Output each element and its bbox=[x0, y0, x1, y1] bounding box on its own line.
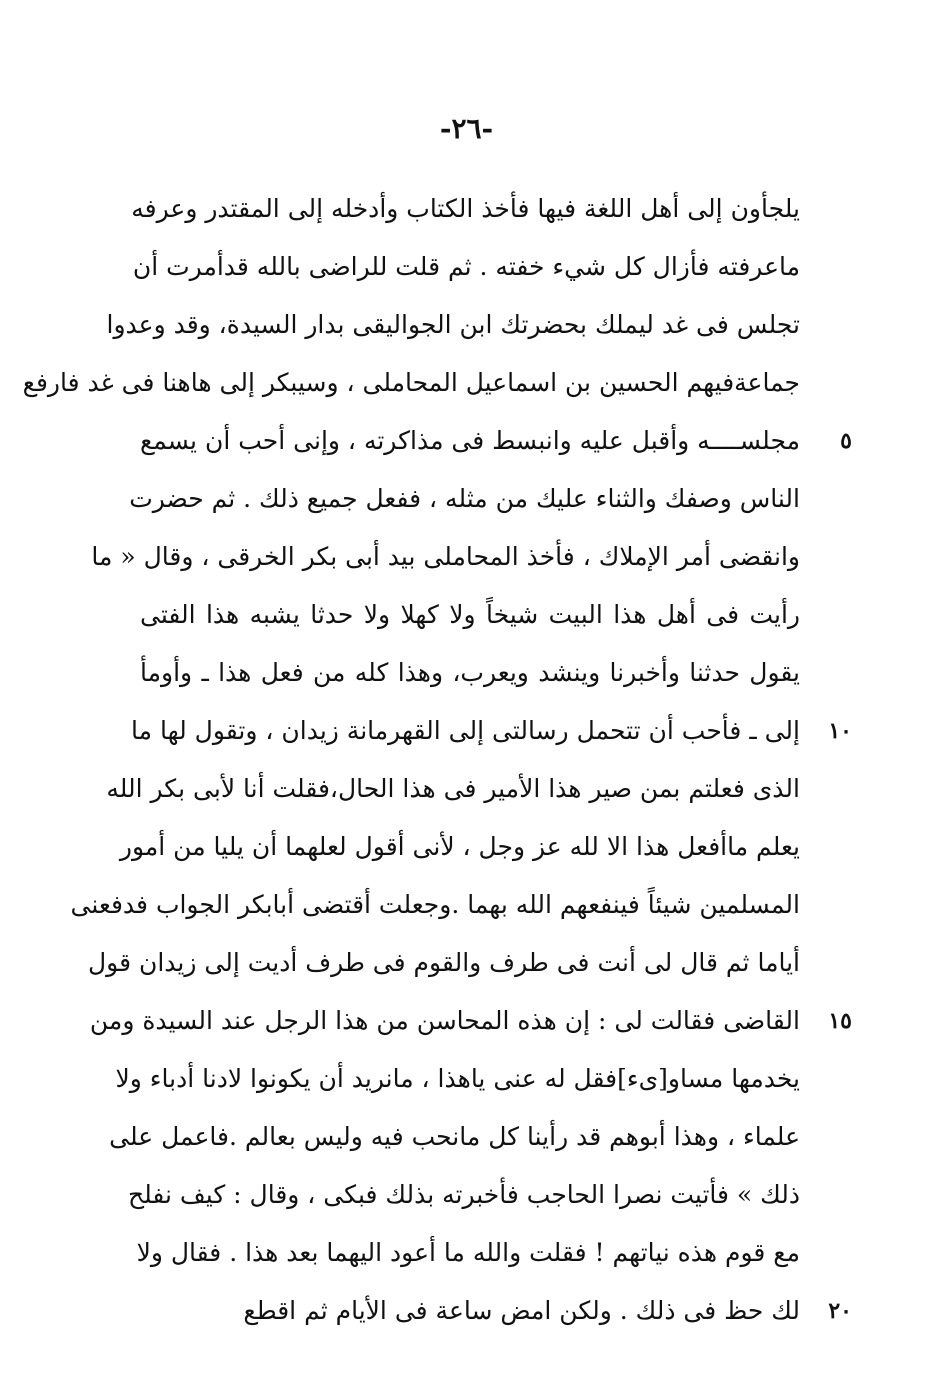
text-line bbox=[106, 760, 800, 818]
line-text: القاضى فقالت لى : إن هذه المحاسن من هذا الرجل عند السيدة ومن bbox=[89, 1006, 800, 1035]
text-line bbox=[140, 644, 800, 702]
text-line bbox=[119, 818, 800, 876]
line-number: ١٥ bbox=[828, 1008, 852, 1034]
line-text: ماعرفته فأزال كل شيء خفته . ثم قلت للراضى بالله قدأمرت أن bbox=[132, 252, 800, 281]
line-text: أياما ثم قال لى أنت فى طرف والقوم فى طرف أديت إلى زيدان قول bbox=[87, 948, 800, 977]
line-text: مجلســــه وأقبل عليه وانبسط فى مذاكرته ، وإنى أحب أن يسمع bbox=[140, 426, 800, 455]
text-body bbox=[22, 180, 852, 1340]
text-line bbox=[131, 180, 800, 238]
line-text: يلجأون إلى أهل اللغة فيها فأخذ الكتاب وأدخله إلى المقتدر وعرفه bbox=[131, 194, 800, 223]
line-text: رأيت فى أهل هذا البيت شيخاً ولا كهلا ولا حدثا يشبه هذا الفتى bbox=[140, 600, 800, 629]
text-line bbox=[140, 586, 800, 644]
text-line bbox=[91, 528, 800, 586]
text-line bbox=[129, 470, 800, 528]
line-text: يقول حدثنا وأخبرنا وينشد ويعرب، وهذا كله من فعل هذا ـ وأومأ bbox=[140, 658, 800, 687]
text-line bbox=[22, 354, 800, 412]
text-line bbox=[127, 1166, 800, 1224]
line-number: ٢٠ bbox=[828, 1298, 852, 1324]
line-text: جماعةفيهم الحسين بن اسماعيل المحاملى ، وسيبكر إلى هاهنا فى غد فارفع bbox=[22, 368, 800, 397]
line-number: ٥ bbox=[840, 428, 852, 454]
line-text: وانقضى أمر الإملاك ، فأخذ المحاملى بيد أبى بكر الخرقى ، وقال « ما bbox=[91, 542, 800, 571]
text-line bbox=[140, 1282, 852, 1340]
line-text: مع قوم هذه نياتهم ! فقلت والله ما أعود اليهما بعد هذا . فقال ولا bbox=[136, 1238, 800, 1267]
line-text: المسلمين شيئاً فينفعهم الله بهما .وجعلت أقتضى أبابكر الجواب فدفعنى bbox=[70, 890, 800, 919]
line-text: الناس وصفك والثناء عليك من مثله ، ففعل جميع ذلك . ثم حضرت bbox=[129, 484, 800, 513]
line-number: ١٠ bbox=[828, 718, 852, 744]
line-text: يعلم ماأفعل هذا الا لله عز وجل ، لأنى أقول لعلهما أن يليا من أمور bbox=[119, 832, 800, 861]
line-text: إلى ـ فأحب أن تتحمل رسالتى إلى القهرمانة زيدان ، وتقول لها ما bbox=[131, 716, 800, 745]
line-text: علماء ، وهذا أبوهم قد رأينا كل مانحب فيه وليس بعالم .فاعمل على bbox=[109, 1122, 800, 1151]
text-line bbox=[140, 412, 852, 470]
text-line bbox=[70, 876, 800, 934]
line-text: لك حظ فى ذلك . ولكن امض ساعة فى الأيام ثم اقطع bbox=[243, 1296, 800, 1325]
text-line bbox=[109, 1108, 800, 1166]
text-line bbox=[89, 992, 852, 1050]
page-number: -٢٦- bbox=[439, 112, 494, 145]
line-text: الذى فعلتم بمن صير هذا الأمير فى هذا الحال،فقلت أنا لأبى بكر الله bbox=[106, 774, 800, 803]
text-line bbox=[106, 296, 800, 354]
text-line bbox=[87, 934, 800, 992]
line-text: ذلك » فأتيت نصرا الحاجب فأخبرته بذلك فبكى ، وقال : كيف نفلح bbox=[127, 1180, 800, 1209]
text-line bbox=[136, 1224, 800, 1282]
line-text: يخدمها مساو[ىء]فقل له عنى ياهذا ، مانريد أن يكونوا لادنا أدباء ولا bbox=[115, 1064, 800, 1093]
text-line bbox=[131, 702, 852, 760]
line-text: تجلس فى غد ليملك بحضرتك ابن الجواليقى بدار السيدة، وقد وعدوا bbox=[106, 310, 800, 339]
text-line bbox=[132, 238, 800, 296]
text-line bbox=[115, 1050, 800, 1108]
